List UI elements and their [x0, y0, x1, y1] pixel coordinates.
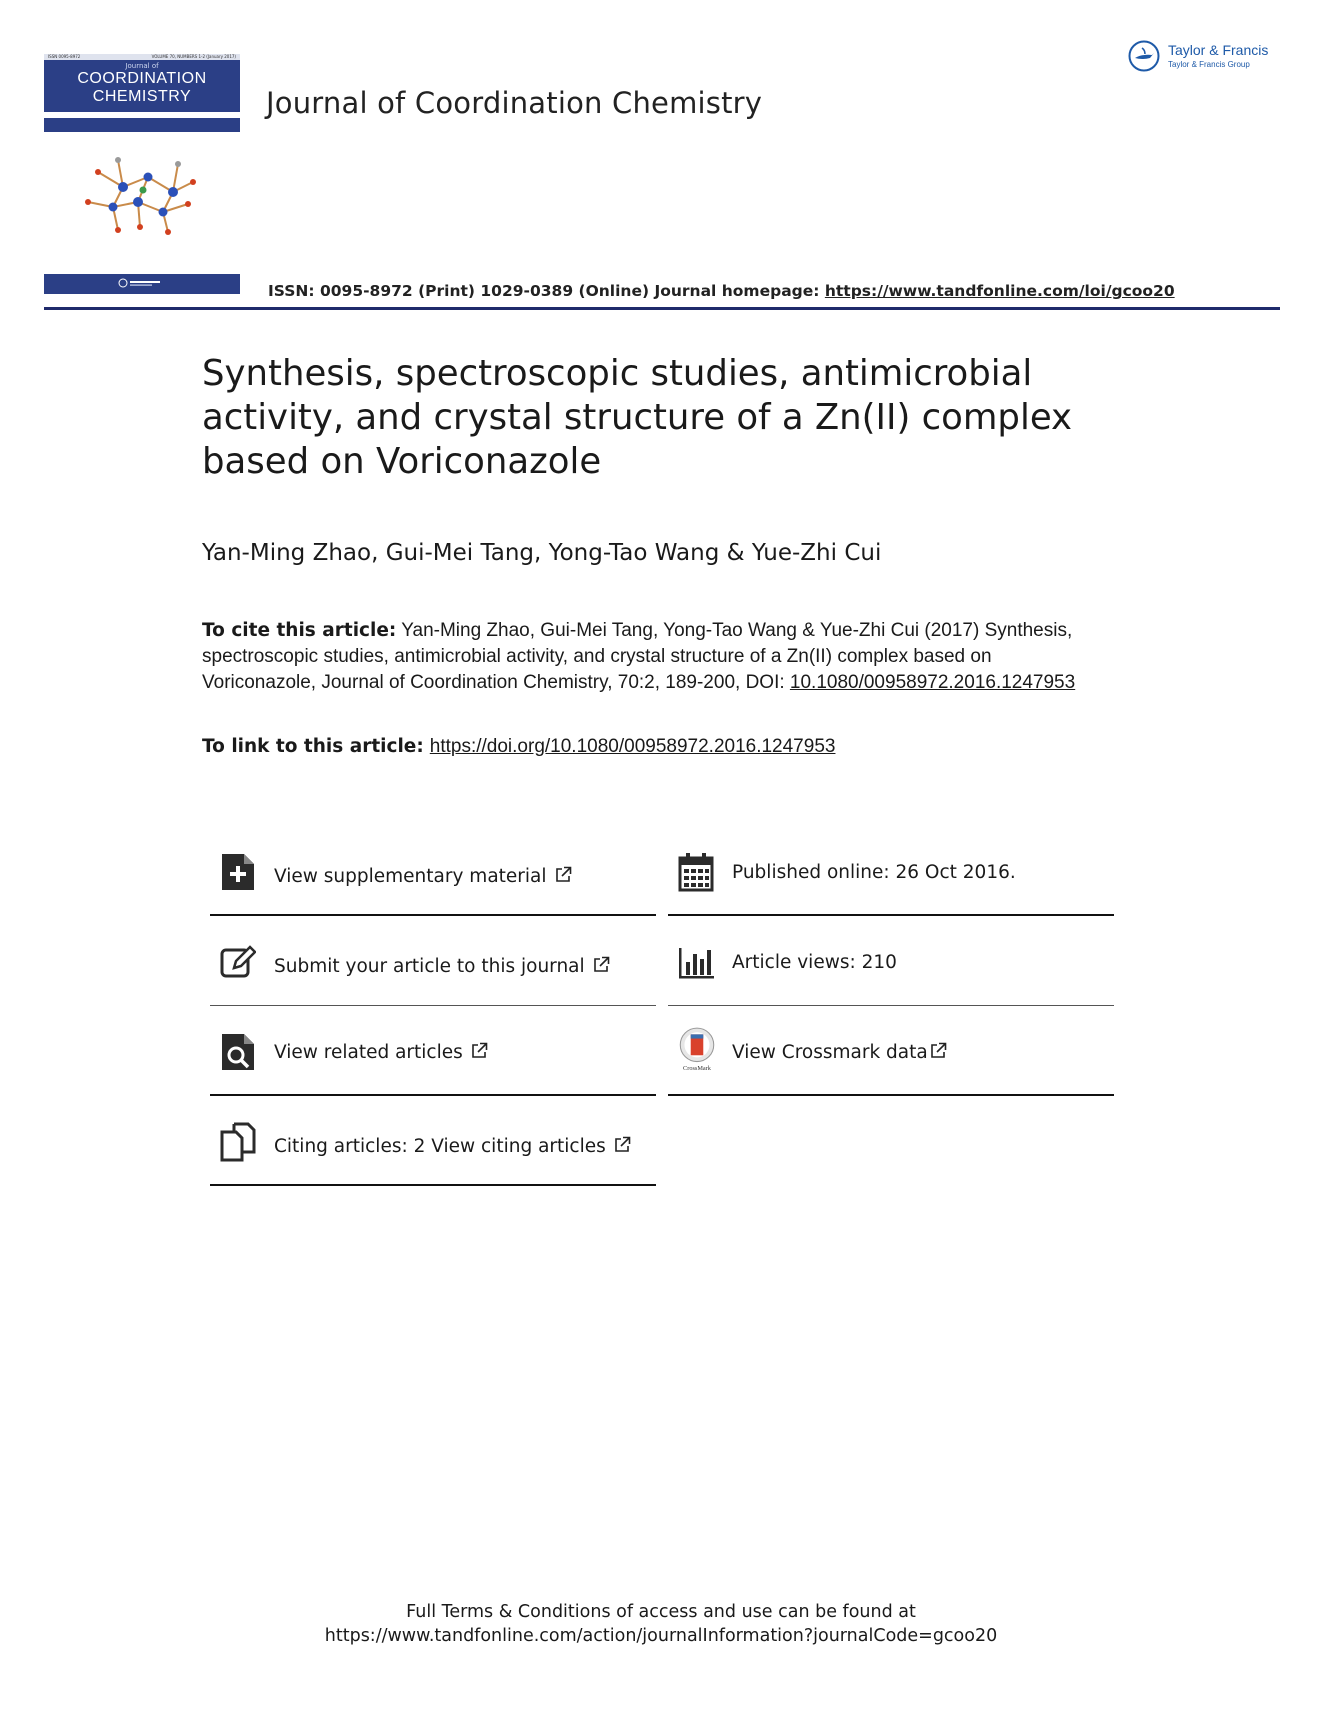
bar-chart-icon	[678, 942, 714, 982]
cover-publisher-logo	[118, 278, 166, 288]
cell-divider	[668, 914, 1114, 916]
terms-line: Full Terms & Conditions of access and use can be found at	[406, 1602, 916, 1622]
related-articles-link[interactable]	[210, 1016, 656, 1096]
article-authors: Yan-Ming Zhao, Gui-Mei Tang, Yong-Tao Wang & Yue-Zhi Cui	[202, 540, 882, 566]
cell-divider	[210, 1094, 656, 1096]
external-link-icon	[555, 866, 572, 883]
journal-cover	[44, 54, 240, 294]
cell-divider	[668, 1094, 1114, 1096]
article-views-info	[668, 926, 1114, 1006]
citation-block	[202, 618, 1102, 696]
article-doi-url[interactable]: https://doi.org/10.1080/00958972.2016.1247953	[429, 736, 836, 757]
cover-volume: VOLUME 70, NUMBERS 1-2 (January 2017)	[151, 54, 236, 59]
cover-journal-of: Journal of	[125, 62, 159, 70]
cell-divider	[210, 1184, 656, 1186]
external-link-icon	[614, 1136, 631, 1153]
supplementary-material-link[interactable]	[210, 836, 656, 916]
copy-documents-icon	[220, 1122, 256, 1162]
supplementary-label: View supplementary material	[274, 866, 547, 887]
published-online-info	[668, 836, 1114, 916]
article-title: Synthesis, spectroscopic studies, antimicrobial activity, and crystal structure of a Zn(II) complex based on Voriconazole	[202, 353, 1073, 482]
publisher-name: Taylor & Francis	[1168, 42, 1269, 58]
external-link-icon	[593, 956, 610, 973]
article-link-label: To link to this article:	[202, 736, 424, 757]
edit-icon	[220, 942, 256, 982]
external-link-icon	[471, 1042, 488, 1059]
molecule-illustration	[78, 142, 208, 242]
journal-homepage-link[interactable]: https://www.tandfonline.com/loi/gcoo20	[824, 282, 1175, 300]
file-plus-icon	[220, 852, 256, 892]
cover-editor-band	[44, 118, 240, 132]
submit-article-link[interactable]	[210, 926, 656, 1006]
issn-line	[268, 282, 1175, 300]
issn-text: ISSN: 0095-8972 (Print) 1029-0389 (Online) Journal homepage:	[268, 282, 825, 300]
calendar-icon	[678, 852, 714, 892]
citing-articles-link[interactable]	[210, 1106, 656, 1186]
cover-meta-strip	[44, 54, 240, 60]
external-link-icon	[930, 1042, 947, 1059]
citation-text: Yan-Ming Zhao, Gui-Mei Tang, Yong-Tao Wang & Yue-Zhi Cui (2017) Synthesis, spectroscopic studies, antimicrobial activity, and crystal structure of a Zn(II) complex based on Voriconazole, Journal of Coordination Chemistry, 70:2, 189-200, DOI:	[202, 620, 1073, 693]
submit-label: Submit your article to this journal	[274, 956, 585, 977]
publisher-group: Taylor & Francis Group	[1168, 60, 1250, 69]
crossmark-logo-text: CrossMark	[683, 1064, 711, 1072]
published-online-label: Published online: 26 Oct 2016.	[732, 862, 1016, 883]
related-label: View related articles	[274, 1042, 463, 1063]
cover-chemistry: CHEMISTRY	[92, 88, 192, 105]
cell-divider	[210, 914, 656, 916]
header-divider	[44, 307, 1280, 310]
citing-label: Citing articles: 2 View citing articles	[274, 1136, 606, 1157]
citation-doi-link[interactable]: 10.1080/00958972.2016.1247953	[789, 672, 1076, 693]
cell-divider	[210, 1005, 656, 1006]
citation-label: To cite this article:	[202, 620, 397, 641]
terms-url[interactable]: https://www.tandfonline.com/action/journalInformation?journalCode=gcoo20	[324, 1626, 998, 1646]
article-link-line	[202, 736, 835, 758]
crossmark-icon	[676, 1026, 718, 1072]
search-document-icon	[220, 1032, 256, 1072]
cover-title-band	[44, 54, 240, 112]
cell-divider	[668, 1005, 1114, 1006]
cover-coordination: COORDINATION	[77, 70, 207, 87]
cover-issn: ISSN 0095-8972	[48, 54, 81, 59]
terms-footer	[0, 1600, 1322, 1648]
publisher-lamp-icon	[1128, 40, 1160, 72]
article-views-label: Article views: 210	[732, 952, 897, 973]
journal-title: Journal of Coordination Chemistry	[266, 86, 763, 120]
crossmark-link[interactable]	[668, 1016, 1114, 1096]
publisher-logo[interactable]	[1128, 38, 1288, 78]
cover-publisher-band	[44, 274, 240, 294]
crossmark-label: View Crossmark data	[732, 1042, 928, 1063]
